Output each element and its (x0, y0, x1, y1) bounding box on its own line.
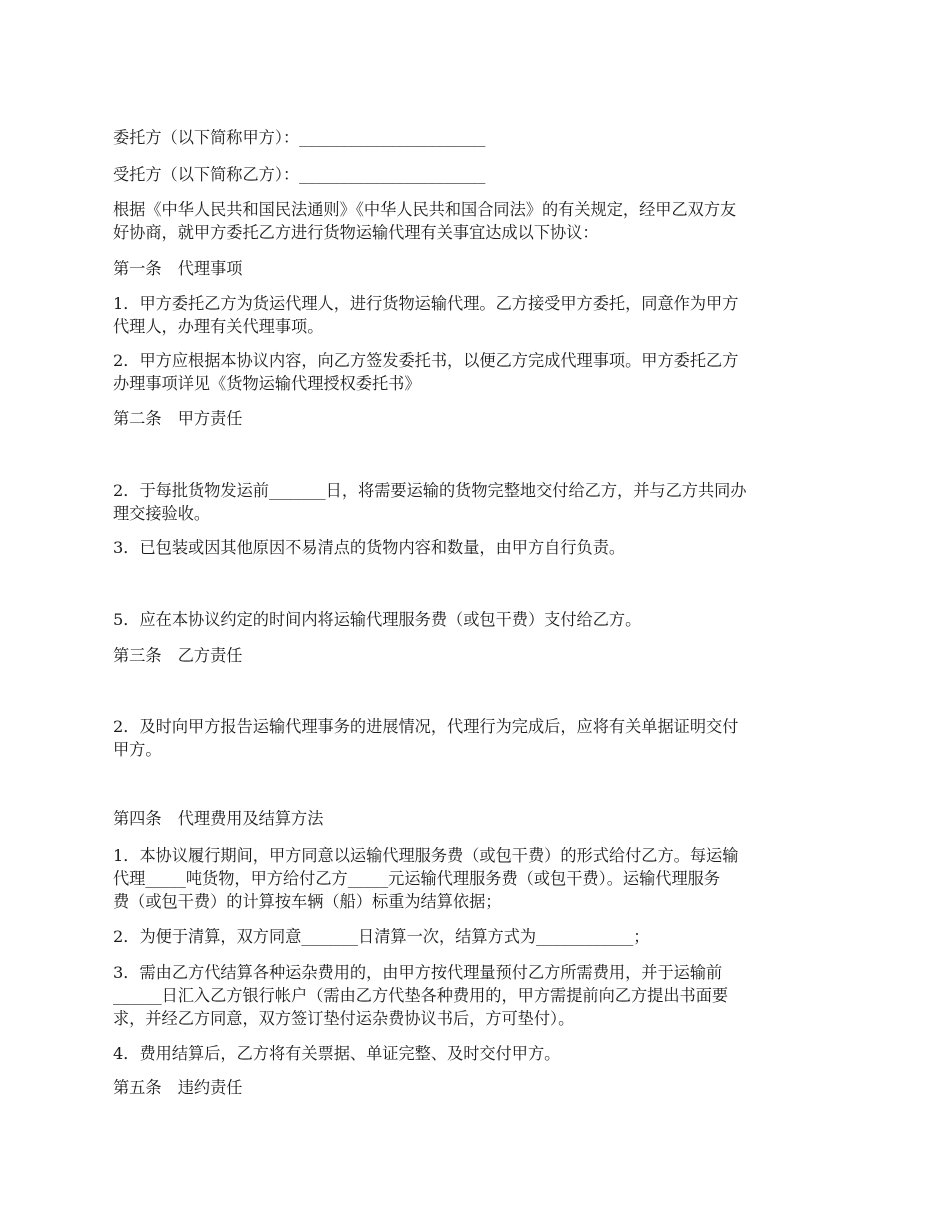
article-4-clause-3-line-3: 求，并经乙方同意，双方签订垫付运杂费协议书后，方可垫付）。 (113, 1009, 575, 1028)
agent-party-line: 受托方（以下简称乙方）：_______________________ (113, 165, 486, 184)
article-3-heading: 第三条 乙方责任 (113, 646, 243, 665)
preamble-line-1: 根据《中华人民共和国民法通则》《中华人民共和国合同法》的有关规定，经甲乙双方友 (113, 200, 737, 219)
article-1-heading: 第一条 代理事项 (113, 259, 243, 278)
article-4-heading: 第四条 代理费用及结算方法 (113, 809, 324, 828)
article-4-clause-2: 2．为便于清算，双方同意_______日清算一次，结算方式为____________； (113, 927, 650, 946)
article-4-clause-1-line-2: 代理_____吨货物，甲方给付乙方_____元运输代理服务费（或包干费）。运输代理服务 (113, 869, 721, 888)
article-2-clause-2-line-1: 2．于每批货物发运前_______日，将需要运输的货物完整地交付给乙方，并与乙方共同办 (113, 481, 747, 500)
article-3-clause-2-line-1: 2．及时向甲方报告运输代理事务的进展情况，代理行为完成后，应将有关单据证明交付 (113, 717, 739, 736)
article-1-clause-2-line-1: 2．甲方应根据本协议内容，向乙方签发委托书，以便乙方完成代理事项。甲方委托乙方 (113, 351, 739, 370)
article-4-clause-3-line-2: ______日汇入乙方银行帐户（需由乙方代垫各种费用的，甲方需提前向乙方提出书面要 (113, 986, 729, 1005)
article-4-clause-1-line-1: 1．本协议履行期间，甲方同意以运输代理服务费（或包干费）的形式给付乙方。每运输 (113, 846, 739, 865)
article-2-clause-3: 3．已包装或因其他原因不易清点的货物内容和数量，由甲方自行负责。 (113, 538, 626, 557)
preamble-line-2: 好协商，就甲方委托乙方进行货物运输代理有关事宜达成以下协议： (113, 223, 599, 242)
client-party-line: 委托方（以下简称甲方）：_______________________ (113, 128, 486, 147)
article-3-clause-2-line-2: 甲方。 (113, 740, 162, 759)
article-4-clause-1-line-3: 费（或包干费）的计算按车辆（船）标重为结算依据； (113, 892, 502, 911)
article-1-clause-1-line-1: 1．甲方委托乙方为货运代理人，进行货物运输代理。乙方接受甲方委托，同意作为甲方 (113, 294, 739, 313)
article-4-clause-3-line-1: 3．需由乙方代结算各种运杂费用的，由甲方按代理量预付乙方所需费用，并于运输前 (113, 963, 723, 982)
article-1-clause-2-line-2: 办理事项详见《货物运输代理授权委托书》 (113, 374, 421, 393)
article-1-clause-1-line-2: 代理人，办理有关代理事项。 (113, 317, 324, 336)
article-5-heading: 第五条 违约责任 (113, 1078, 243, 1097)
article-2-clause-5: 5．应在本协议约定的时间内将运输代理服务费（或包干费）支付给乙方。 (113, 610, 642, 629)
article-2-clause-2-line-2: 理交接验收。 (113, 504, 211, 523)
article-2-heading: 第二条 甲方责任 (113, 409, 243, 428)
article-4-clause-4: 4．费用结算后，乙方将有关票据、单证完整、及时交付甲方。 (113, 1044, 561, 1063)
